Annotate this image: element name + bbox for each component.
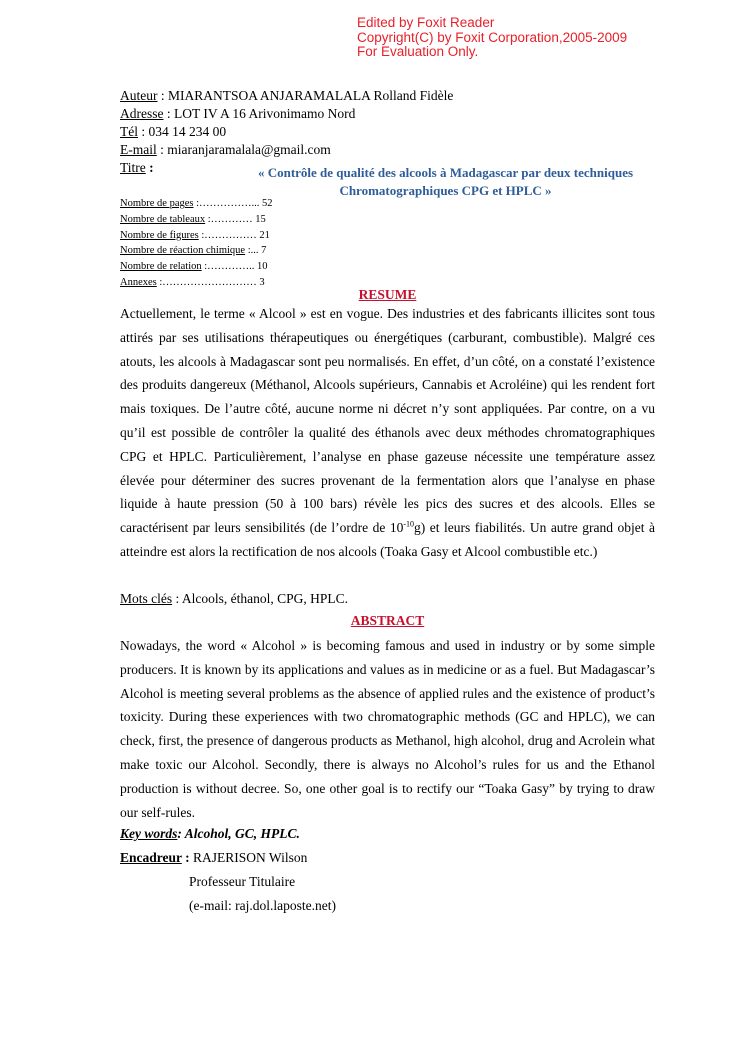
count-figures: Nombre de figures :…………… 21 xyxy=(120,229,270,241)
resume-heading: RESUME xyxy=(358,287,417,302)
author-label: Auteur xyxy=(120,88,158,103)
count-reactions: Nombre de réaction chimique :... 7 xyxy=(120,245,267,257)
count-pages: Nombre de pages :……………... 52 xyxy=(120,198,273,209)
key-words-value: : Alcohol, GC, HPLC. xyxy=(177,826,300,841)
watermark-line-3: For Evaluation Only. xyxy=(357,44,479,59)
supervisor-line: Encadreur : RAJERISON Wilson xyxy=(120,850,308,865)
supervisor-contact: (e-mail: raj.dol.laposte.net) xyxy=(189,898,336,913)
count-annexes: Annexes :……………………… 3 xyxy=(120,276,265,288)
abstract-heading: ABSTRACT xyxy=(350,613,425,628)
address-label: Adresse xyxy=(120,106,164,121)
address-value: : LOT IV A 16 Arivonimamo Nord xyxy=(163,106,356,121)
exponent: -10 xyxy=(403,519,415,529)
email-line xyxy=(120,141,331,159)
keywords-value: : Alcools, éthanol, CPG, HPLC. xyxy=(172,591,349,606)
titre-label: Titre xyxy=(120,160,146,175)
author-line xyxy=(120,87,453,105)
supervisor-position: Professeur Titulaire xyxy=(189,874,296,889)
abstract-keywords xyxy=(120,826,300,842)
resume-keywords xyxy=(120,591,348,607)
resume-body: Actuellement, le terme « Alcool » est en vogue. Des industries et des fabricants illicites sont tous attirés par ses utilisations thérapeutiques ou énergétiques (carburant, combustible). Malgré ces atouts, les alcools à Madagascar sont peu normalisés. En effet, d’un côté, on a constaté l’existence des produits dangereux (Méthanol, Alcools supérieurs, Cannabis et Acroléine) qui les rendent fort mais toxiques. De l’autre côté, aucune norme ni décret n’y sont appliquées. Par contre, on a vu qu’il est possible de contrôler la qualité des éthanols avec deux méthodes chromatographiques CPG et HPLC. Particulièrement, l’analyse en phase gazeuse nécessite une température assez élevée pour déterminer des sucres provenant de la fermentation alors que l’analyse en phase liquide à haute pression (50 à 100 bars) révèle les pics des sucres et des alcools. Elles se caractérisent par leurs sensibilités (de l’ordre de $10^{-10}g$) et leurs fiabilités. Un autre grand objet à atteindre est alors la rectification de nos alcools (Toaka Gasy et Alcool combustible etc.) xyxy=(120,306,656,559)
count-tables: Nombre de tableaux :………… 15 xyxy=(120,213,266,225)
foxit-watermark xyxy=(357,16,627,60)
author-value: : MIARANTSOA ANJARAMALALA Rolland Fidèle xyxy=(157,88,454,103)
abstract-body: Nowadays, the word « Alcohol » is becoming famous and used in industry or by some simple producers. It is known by its applications and values as in medicine or as a fuel. But Madagascar’s Alcohol is meeting several problems as the absence of applied rules and the existence of product’s toxicity. During these experiences with two chromatographic methods (GC and HPLC), we can check, first, the presence of dangerous products as Methanol, high alcohol, drug and Acrolein what make toxic our Alcohol. Secondly, there is always no Alcohol’s rules for us and the Ethanol production is without decree. So, one other goal is to rectify our “Toaka Gasy” by trying to draw our self-rules. xyxy=(120,638,655,820)
supervisor-label: Encadreur xyxy=(120,850,182,865)
phone-label: Tél xyxy=(120,124,138,139)
keywords-label: Mots clés xyxy=(120,591,173,606)
watermark-line-2: Copyright(C) by Foxit Corporation,2005-2009 xyxy=(357,29,628,45)
watermark-line-1: Edited by Foxit Reader xyxy=(357,15,495,30)
count-relations: Nombre de relation :………….. 10 xyxy=(120,261,268,273)
thesis-title: « Contrôle de qualité des alcools à Madagascar par deux techniques Chromatographiques CPG et HPLC » xyxy=(257,165,634,198)
address-line xyxy=(120,105,355,123)
email-label: E-mail xyxy=(120,142,157,157)
phone-line xyxy=(120,123,226,141)
titre-line xyxy=(120,159,154,177)
email-value: : miaranjaramalala@gmail.com xyxy=(156,142,331,157)
counts-list xyxy=(120,196,273,291)
phone-value: : 034 14 234 00 xyxy=(138,124,227,139)
key-words-label: Key words xyxy=(120,826,178,841)
titre-colon: : xyxy=(145,160,154,175)
supervisor-name: RAJERISON Wilson xyxy=(189,850,308,865)
